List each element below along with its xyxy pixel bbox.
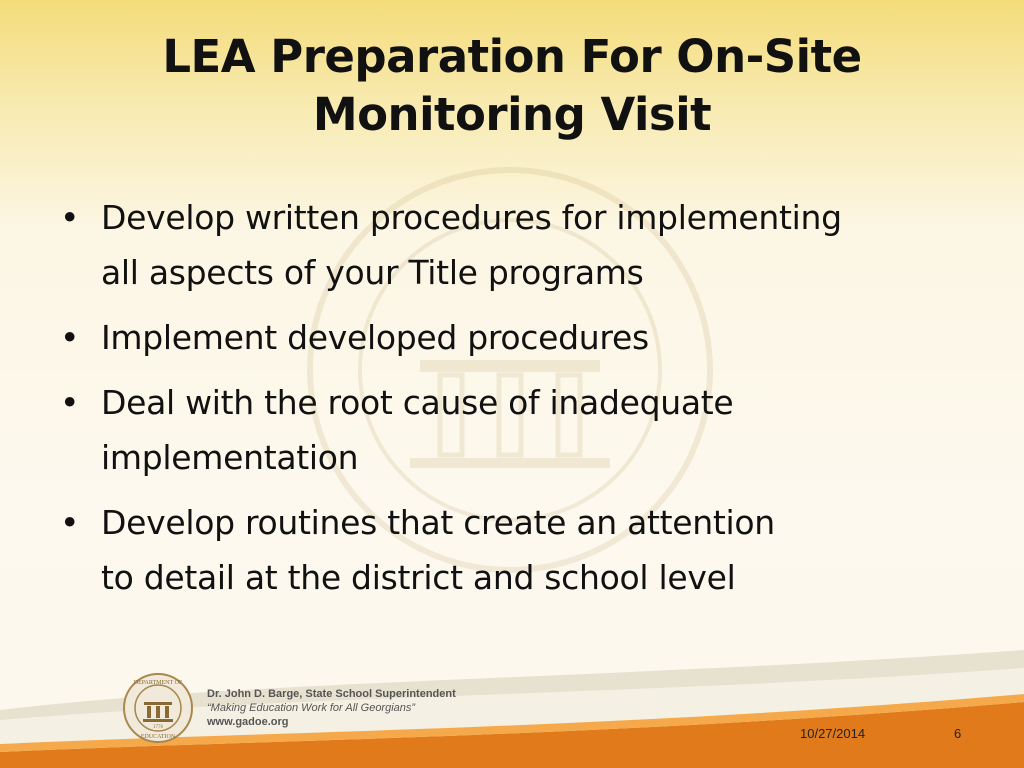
bullet-list: [58, 190, 978, 615]
slide-title: [80, 28, 944, 144]
slide-date: 10/27/2014: [800, 726, 866, 741]
bullet-item: [58, 375, 978, 485]
bullet-dot: •: [60, 383, 80, 422]
bullet-dot: •: [60, 318, 80, 357]
slide-number: 6: [954, 726, 962, 741]
seal-bottom-text: EDUCATION: [140, 734, 176, 740]
bullet-dot: •: [60, 198, 80, 237]
bullet-dot: •: [60, 503, 80, 542]
seal-top-text: DEPARTMENT OF: [133, 680, 183, 686]
bullet-item: [58, 495, 978, 605]
bullet-text-line: Develop routines that create an attention: [101, 503, 775, 542]
bullet-item: [58, 190, 978, 300]
bullet-text-line: Deal with the root cause of inadequate: [101, 383, 734, 422]
bullet-text-line: to detail at the district and school level: [101, 558, 736, 597]
bullet-text-line: Implement developed procedures: [101, 318, 649, 357]
slide-title-line-1: LEA Preparation For On-Site: [162, 30, 862, 83]
bullet-text-line: Develop written procedures for implementing: [101, 198, 842, 237]
footer-credits: [207, 687, 456, 729]
bullet-text-line: implementation: [101, 438, 359, 477]
georgia-doe-seal-icon: [122, 672, 194, 744]
bullet-text-line: all aspects of your Title programs: [101, 253, 644, 292]
slide-title-line-2: Monitoring Visit: [312, 88, 712, 141]
superintendent-name: Dr. John D. Barge, State School Superintendent: [207, 688, 456, 700]
slogan: “Making Education Work for All Georgians”: [207, 702, 416, 714]
seal-year: 1776: [153, 725, 163, 730]
website-link[interactable]: www.gadoe.org: [207, 716, 289, 728]
bullet-item: [58, 310, 978, 365]
